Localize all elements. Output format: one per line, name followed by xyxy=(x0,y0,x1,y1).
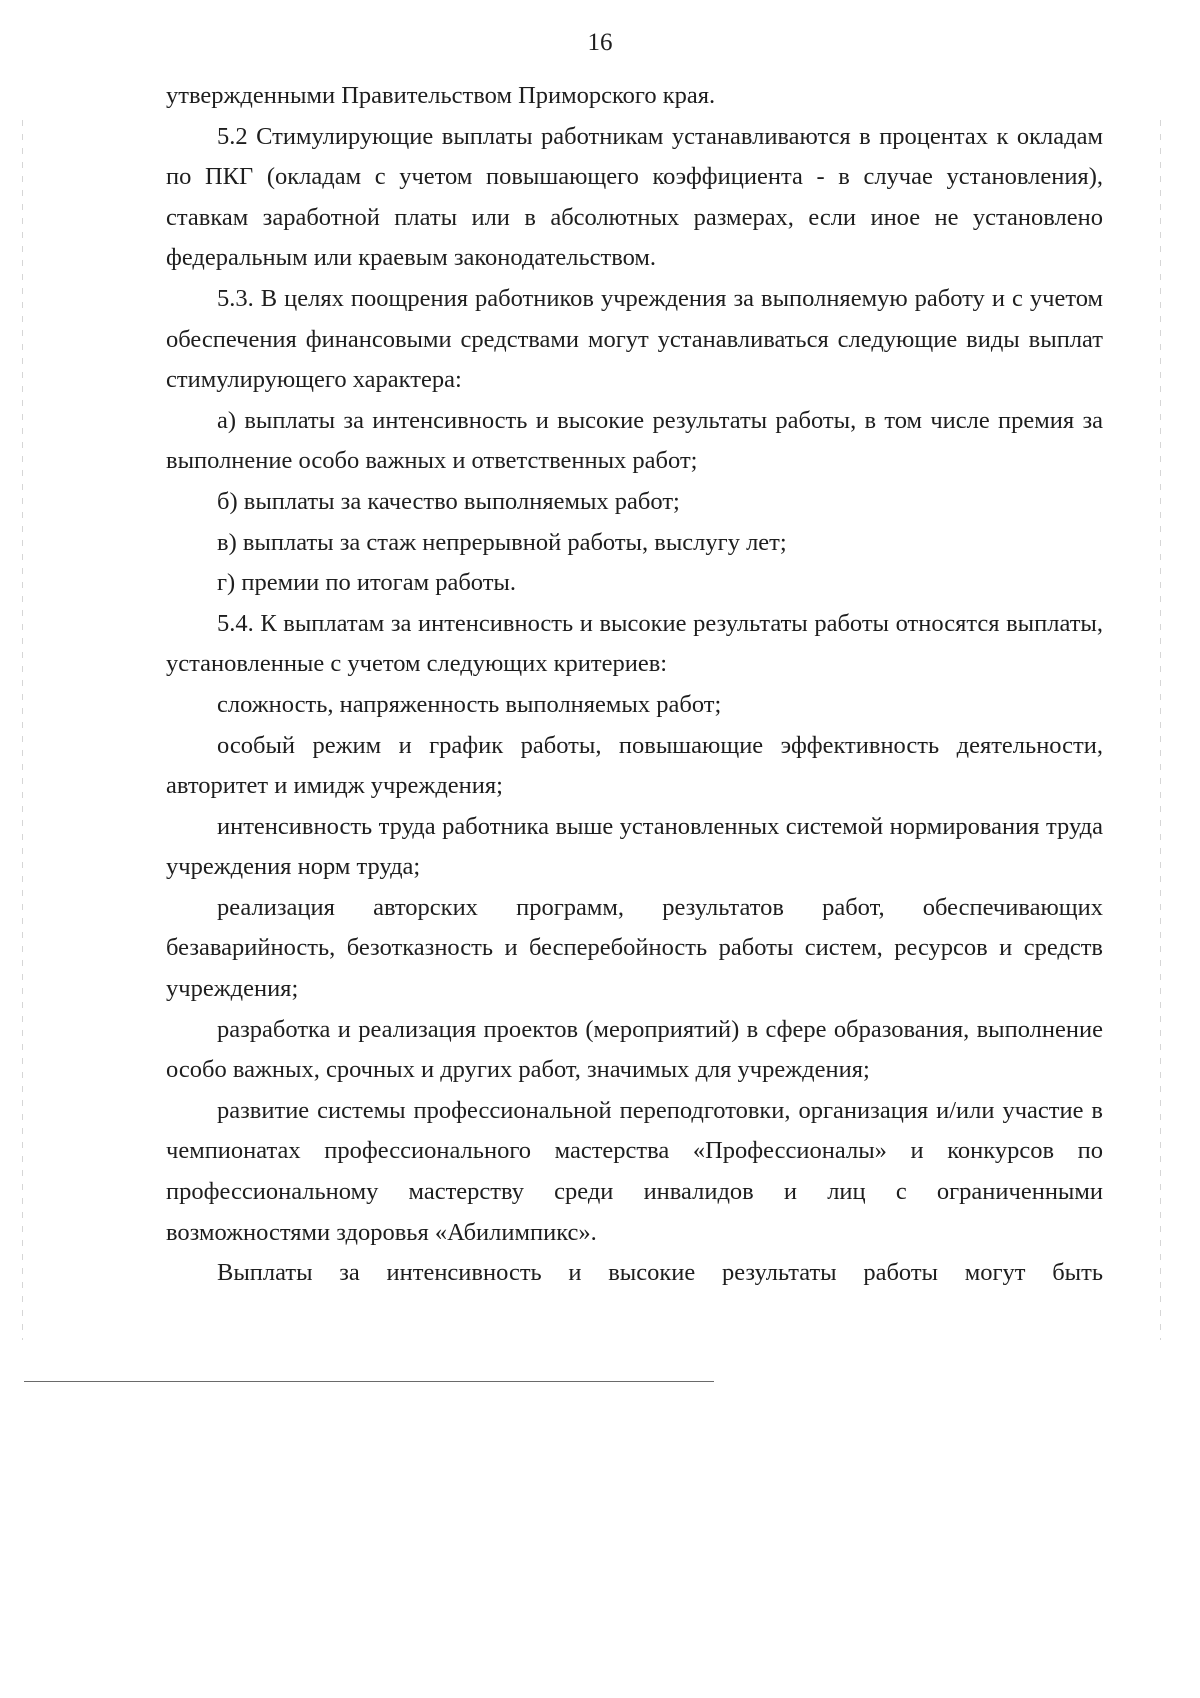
criterion-professional-training: развитие системы профессиональной переподготовки, организация и/или участие в чемпионатах профессионального мастерства «Профессионалы» и конкурсов по профессиональному мастерству среди инвалидов и лиц с ограниченными возможностями здоровья «Абилимпикс». xyxy=(166,1096,1103,1246)
paragraph-continuation: утвержденными Правительством Приморского края. xyxy=(166,82,716,109)
list-item-v: в) выплаты за стаж непрерывной работы, выслугу лет; xyxy=(217,528,787,556)
criterion-projects: разработка и реализация проектов (мероприятий) в сфере образования, выполнение особо важных, срочных и других работ, значимых для учреждения; xyxy=(166,1015,1103,1084)
paragraph-5-2: 5.2 Стимулирующие выплаты работникам устанавливаются в процентах к окладам по ПКГ (окладам с учетом повышающего коэффициента - в случае установления), ставкам заработной платы или в абсолютных размерах, если иное не установлено федеральным или краевым законодательством. xyxy=(166,122,1103,272)
criterion-special-regime: особый режим и график работы, повышающие эффективность деятельности, авторитет и имидж учреждения; xyxy=(166,731,1103,800)
list-item-a: а) выплаты за интенсивность и высокие результаты работы, в том числе премия за выполнение особо важных и ответственных работ; xyxy=(166,406,1103,475)
criterion-author-programs: реализация авторских программ, результатов работ, обеспечивающих безаварийность, безотказность и бесперебойность работы систем, ресурсов и средств учреждения; xyxy=(166,893,1103,1003)
criterion-complexity: сложность, напряженность выполняемых работ; xyxy=(217,690,722,718)
list-item-b: б) выплаты за качество выполняемых работ; xyxy=(217,487,680,515)
page-rule-line xyxy=(24,1381,714,1382)
scan-edge-left xyxy=(22,120,23,1340)
paragraph-5-3: 5.3. В целях поощрения работников учреждения за выполняемую работу и с учетом обеспечения финансовыми средствами могут устанавливаться следующие виды выплат стимулирующего характера: xyxy=(166,284,1103,394)
list-item-g: г) премии по итогам работы. xyxy=(217,569,517,597)
scan-edge-right xyxy=(1160,120,1161,1340)
document-body xyxy=(166,76,1103,1294)
criterion-labor-intensity: интенсивность труда работника выше установленных системой нормирования труда учреждения норм труда; xyxy=(166,812,1103,881)
page-number: 16 xyxy=(587,29,613,56)
paragraph-5-4: 5.4. К выплатам за интенсивность и высокие результаты работы относятся выплаты, установленные с учетом следующих критериев: xyxy=(166,609,1103,678)
paragraph-payments-intro: Выплаты за интенсивность и высокие результаты работы могут быть xyxy=(217,1259,1103,1287)
